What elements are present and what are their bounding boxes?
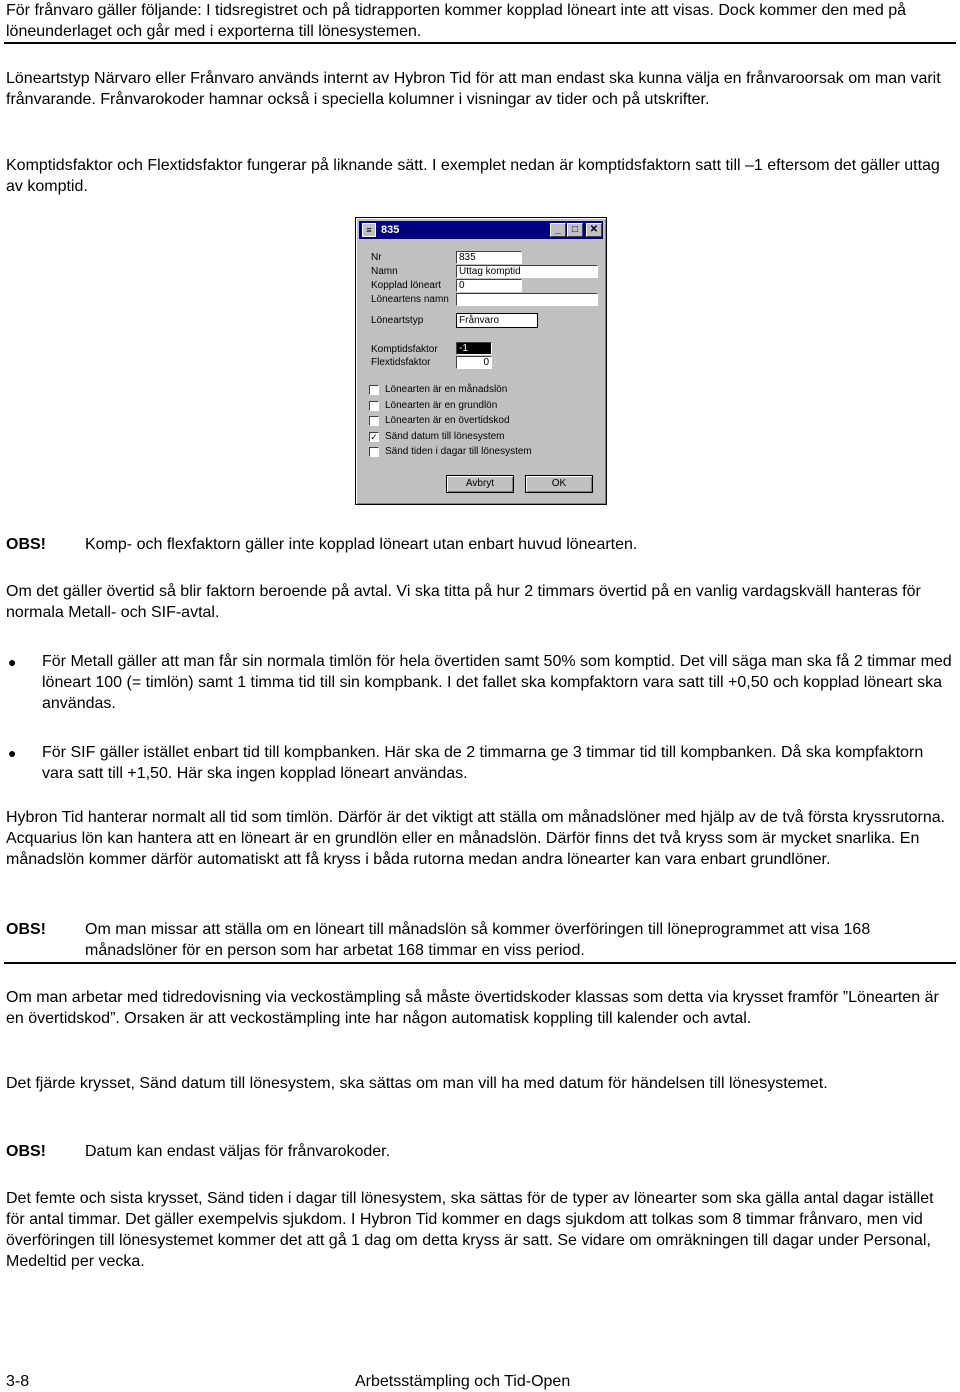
checkbox-label: Sänd datum till lönesystem: [385, 431, 505, 442]
paragraph-timlon: Hybron Tid hanterar normalt all tid som timlön. Därför är det viktigt att ställa om månadslöner med hjälp av de två första kryssrutorna. Acquarius lön kan hantera att en löneart är en grundlön eller en månadslön. Därför finns det två kryss som är mycket snarlika. En månadslön kommer därför automatiskt att få kryss i båda rutorna medan andra lönearter kan vara enbart grundlöner.: [6, 809, 946, 868]
paragraph-komptidsfaktor: Komptidsfaktor och Flextidsfaktor fungerar på liknande sätt. I exemplet nedan är komptidsfaktorn satt till –1 eftersom det gäller uttag av komptid.: [6, 157, 940, 195]
checkbox-label: Sänd tiden i dagar till lönesystem: [385, 446, 532, 457]
checkbox-label: Lönearten är en övertidskod: [385, 415, 510, 426]
checkbox-box[interactable]: ✓: [370, 432, 378, 442]
bullet-sif: För SIF gäller istället enbart tid till kompbanken. Här ska de 2 timmarna ge 3 timmar tid till kompbanken. Då ska kompfaktorn vara satt till +1,50. Här ska ingen kopplad löneart användas.: [42, 744, 924, 782]
paragraph-overtid: Om det gäller övertid så blir faktorn beroende på avtal. Vi ska titta på hur 2 timmars övertid på en vanlig vardagskväll hanteras för normala Metall- och SIF-avtal.: [6, 583, 921, 621]
divider-obs: [4, 962, 956, 964]
flextidsfaktor-field[interactable]: 0: [456, 356, 492, 369]
obs-note-datum: Datum kan endast väljas för frånvarokoder.: [85, 1143, 391, 1160]
paragraph-femte-krysset: Det femte och sista krysset, Sänd tiden i dagar till lönesystem, ska sättas för de typer av lönearter som ska gälla antal dagar istället för antal timmar. Det gäller exempelvis sjukdom. I Hybron Tid kommer en dags sjukdom att tolkas som 8 timmar frånvaro, men vid överföringen till lönesystemet kommer det att gå 1 dag om detta kryss är satt. Se vidare om omräkningen till dagar under Personal, Medeltid per vecka.: [6, 1190, 934, 1270]
paragraph-fjarde-krysset: Det fjärde krysset, Sänd datum till lönesystem, ska sättas om man vill ha med datum för händelsen till lönesystemet.: [6, 1075, 828, 1092]
bullet-marker: ●: [8, 654, 17, 670]
paragraph-veckostampling: Om man arbetar med tidredovisning via veckostämpling så måste övertidskoder klassas som detta via krysset framför ”Lönearten är en övertidskod”. Orsaken är att veckostämpling inte har någon automatisk koppling till kalender och avtal.: [6, 989, 939, 1027]
bullet-metall: För Metall gäller att man får sin normala timlön för hela övertiden samt 50% som komptid. Det vill säga man ska få 2 timmar med löneart 100 (= timlön) samt 1 timma tid till sin kompbank. I det fallet ska kompfaktorn vara satt till +0,50 och kopplad löneart ska användas.: [42, 653, 952, 712]
label-nr: Nr: [371, 252, 382, 263]
checkbox-box[interactable]: [369, 416, 379, 426]
label-kopplad-loneart: Kopplad löneart: [371, 280, 442, 291]
label-namn: Namn: [371, 266, 398, 277]
obs-note-faktor: Komp- och flexfaktorn gäller inte kopplad löneart utan enbart huvud lönearten.: [85, 536, 638, 553]
app-icon[interactable]: ≡: [362, 223, 376, 237]
label-flextidsfaktor: Flextidsfaktor: [371, 357, 431, 368]
paragraph-loneartstyp: Löneartstyp Närvaro eller Frånvaro används internt av Hybron Tid för att man endast ska kunna välja en frånvaroorsak om man varit frånvarande. Frånvarokoder hamnar också i speciella kolumner i visningar av tider och på utskrifter.: [6, 70, 941, 108]
top-note: För frånvaro gäller följande: I tidsregistret och på tidrapporten kommer kopplad löneart inte att visas. Dock kommer den med på löneunderlaget och går med i exporterna till lönesystemen.: [6, 2, 906, 40]
label-loneartstyp: Löneartstyp: [371, 315, 424, 326]
obs-label: OBS!: [6, 536, 46, 553]
checkbox-box[interactable]: [369, 447, 379, 457]
bullet-marker: ●: [8, 745, 17, 761]
ok-button[interactable]: OK: [525, 475, 593, 493]
minimize-button[interactable]: _: [550, 223, 566, 237]
obs-note-manadslon: Om man missar att ställa om en löneart till månadslön så kommer överföringen till löneprogrammet att visa 168 månadslöner för en person som har arbetat 168 timmar en viss period.: [85, 921, 871, 959]
obs-label: OBS!: [6, 1143, 46, 1160]
loneartstyp-select[interactable]: Frånvaro: [456, 313, 538, 328]
divider-top: [4, 42, 956, 44]
footer-title: Arbetsstämpling och Tid-Open: [355, 1373, 571, 1390]
label-komptidsfaktor: Komptidsfaktor: [371, 344, 438, 355]
checkbox-box[interactable]: [369, 401, 379, 411]
loneartens-namn-field[interactable]: [456, 293, 598, 306]
kopplad-loneart-field[interactable]: 0: [456, 279, 522, 292]
label-loneartens-namn: Löneartens namn: [371, 294, 449, 305]
komptidsfaktor-field[interactable]: -1: [456, 342, 492, 355]
checkbox-box[interactable]: [369, 385, 379, 395]
cancel-button[interactable]: Avbryt: [446, 475, 514, 493]
dialog-titlebar[interactable]: [359, 221, 603, 239]
namn-field[interactable]: Uttag komptid: [456, 265, 598, 278]
nr-field[interactable]: 835: [456, 251, 522, 264]
checkbox-label: Lönearten är en grundlön: [385, 400, 498, 411]
dialog-title: 835: [381, 224, 400, 236]
obs-label: OBS!: [6, 921, 46, 938]
page-number: 3-8: [6, 1373, 30, 1390]
maximize-button[interactable]: □: [567, 223, 583, 237]
close-button[interactable]: ✕: [586, 223, 602, 237]
dialog-window: [355, 217, 607, 505]
checkbox-label: Lönearten är en månadslön: [385, 384, 508, 395]
